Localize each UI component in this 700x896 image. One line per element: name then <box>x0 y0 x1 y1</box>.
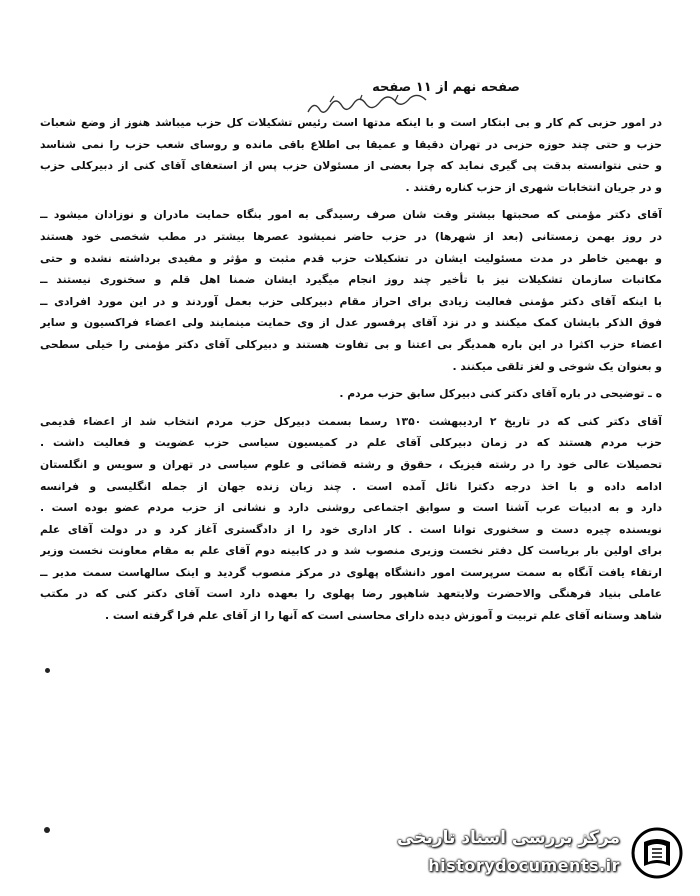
text-line: در امور حزبی کم کار و بی ابتکار است و با اینکه مدتها است رئیس تشکیلات کل حزب میباشد هنوز از وضع شعبات <box>40 116 662 129</box>
text-line: ه ـ توضیحی در باره آقای دکتر کنی دبیرکل سابق حزب مردم . <box>339 387 662 401</box>
text-line: تحصیلات عالی خود را در رشته فیزیک ، حقوق و رشته قضائی و علوم سیاسی در تهران و سویس و انگلستان <box>40 457 662 471</box>
text-line: اعضاء حزب اکثرا در این باره همدیگر بی اعتنا و بی تفاوت هستند و دبیرکلی آقای دکتر مؤمنی را خیلی سطحی <box>40 337 662 351</box>
text-line: نویسنده چیره دست و سخنوری توانا است . کار اداری خود را از دادگستری آغاز کرد و در دولت آقای علم <box>40 522 662 536</box>
text-line: حزب و حتی چند حوزه حزبی در تهران دقیقا و عمیقا بی اطلاع باقی مانده و روسای شعب حزب را نمی شناسد <box>40 137 662 151</box>
text-line: حزب مردم هستند که در زمان دبیرکلی آقای علم در کمیسیون سیاسی حزب عضویت و فعالیت داشت . <box>40 436 662 450</box>
ink-speck <box>44 827 50 833</box>
text-line: ارتقاء یافت آنگاه به سمت سرپرست امور دانشگاه پهلوی در مرکز منصوب گردید و اینک سالهاست سمت مدیر ــ <box>40 565 662 579</box>
page-number-header: صفحه نهم از ۱۱ صفحه <box>372 80 520 95</box>
ink-speck <box>45 668 50 673</box>
text-line: ادامه داده و با اخذ درجه دکترا نائل آمده است . چند زبان زنده جهان از جمله انگلیسی و فرانسه <box>40 479 662 493</box>
document-body <box>40 112 662 627</box>
text-line: مکاتبات سازمان تشکیلات نیز با تأخیر چند روز انجام میگیرد ایشان ضمنا اهل قلم و سخنوری نیستند ــ <box>40 273 662 287</box>
watermark-title: مرکز بررسی اسناد تاریخی <box>397 828 620 848</box>
text-line: و حتی نتوانسته بدقت پی گیری نماید که چرا بعضی از مسئولان حزب پس از استعفای آقای کنی از دبیرکلی حزب <box>40 159 662 173</box>
watermark-footer <box>390 824 690 884</box>
text-line: و بعنوان یک شوخی و لغز تلقی میکنند . <box>452 359 662 373</box>
paragraph <box>40 383 662 405</box>
text-line: و در جریان انتخابات شهری از حزب کناره رفتند . <box>405 180 662 194</box>
watermark-url: historydocuments.ir <box>428 856 620 875</box>
paragraph <box>40 204 662 377</box>
text-line: در روز بهمن زمستانی (بعد از شهرها) در حزب حاضر نمیشود عصرها بیشتر در مطب شخصی خود هستند <box>40 229 662 243</box>
text-line: با اینکه آقای دکتر مؤمنی فعالیت زیادی برای احراز مقام دبیرکلی حزب بعمل آوردند و در این مورد افرادی ــ <box>40 294 662 308</box>
text-line: شاهد وستانه آقای علم تربیت و آموزش دیده دارای محاسنی است که آنها را از آقای علم فرا گرفته است . <box>105 609 662 623</box>
text-line: عاملی بنیاد فرهنگی والاحضرت ولایتعهد شاهپور رضا پهلوی را بعهده دارد است آقای دکتر کنی که در مکتب <box>40 587 662 601</box>
text-line: و بهمین خاطر در مدت مسئولیت ایشان در تشکیلات حزب قدم مثبت و مؤثر و مفیدی برداشته نشده و حتی <box>40 251 662 265</box>
paragraph <box>40 411 662 627</box>
text-line: دارد و به ادبیات عرب آشنا است و سوابق اجتماعی روشنی دارد و نشانی از حزب مردم عضو بوده است . <box>40 501 662 515</box>
text-line: برای اولین بار بریاست کل دفتر نخست وزیری منصوب شد و در کابینه دوم آقای علم به مقام معاونت نخست وزیر <box>40 544 662 558</box>
text-line: آقای دکتر مؤمنی که صحبتها بیشتر وقت شان صرف رسیدگی به امور بنگاه حمایت مادران و نوزادان میشود ــ <box>40 208 662 222</box>
text-line: آقای دکتر کنی که در تاریخ ۲ اردیبهشت ۱۳۵۰ رسما بسمت دبیرکل حزب مردم انتخاب شد از اعضاء قدیمی <box>40 414 662 428</box>
archive-logo-icon <box>630 826 684 880</box>
paragraph <box>40 112 662 198</box>
text-line: فوق الذکر بایشان کمک میکنند و در نزد آقای پرفسور عدل از وی حمایت مینمایند ولی اعضاء فراکسیون و سایر <box>40 316 662 330</box>
